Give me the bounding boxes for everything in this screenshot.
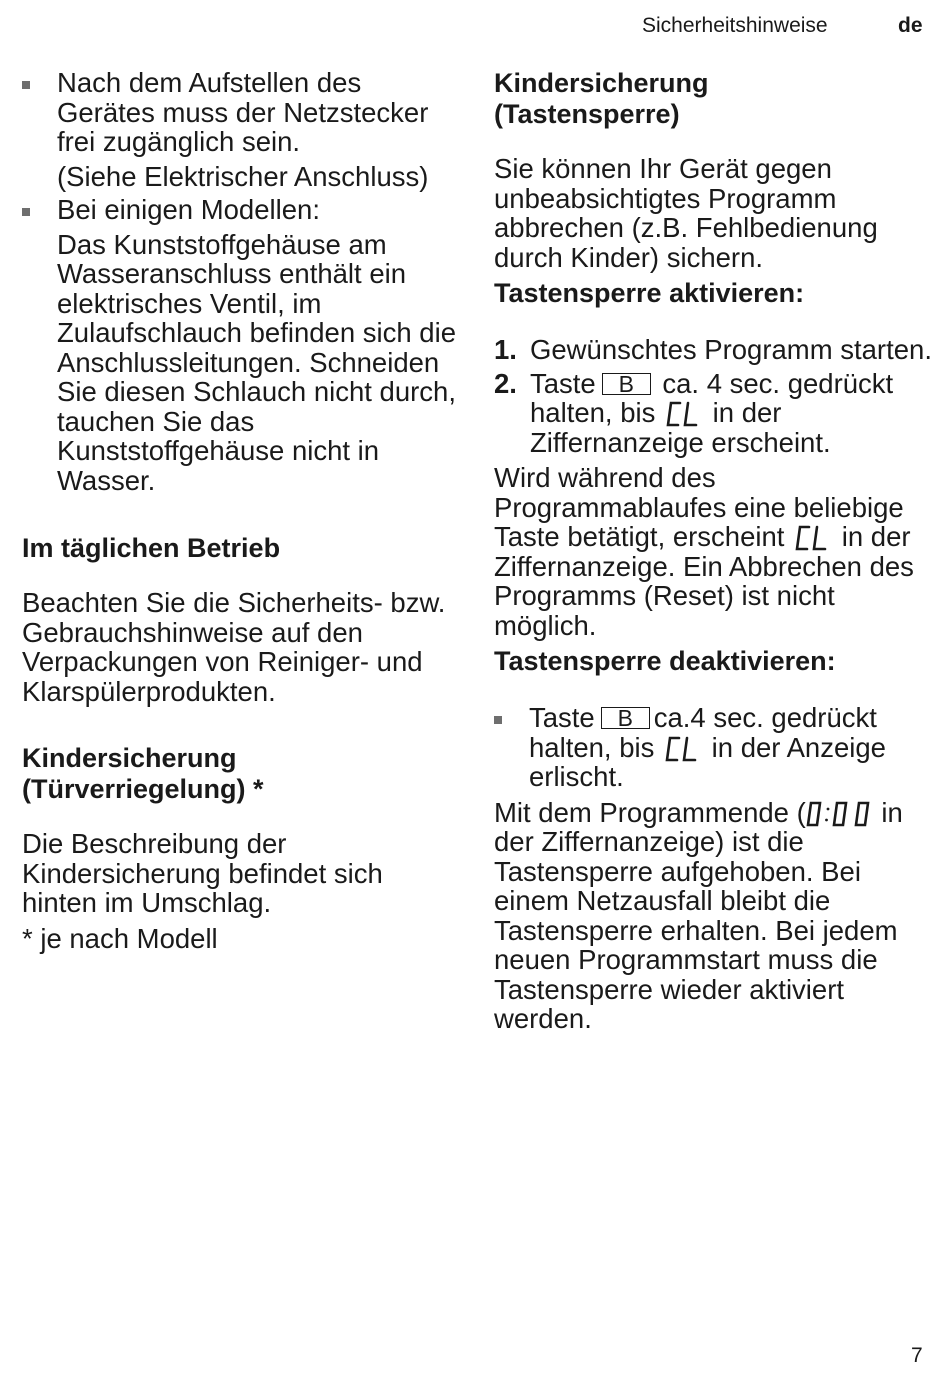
daily-operation-text: Beachten Sie die Sicherheits- bzw. Gebrauchshinweise auf den Verpackungen von Reiniger- und Klarspülerprodukten. <box>22 587 446 707</box>
square-bullet-icon <box>494 716 502 724</box>
left-column <box>22 68 462 953</box>
door-lock-text: Die Beschreibung der Kindersicherung befindet sich hinten im Umschlag. <box>22 828 383 918</box>
closing-text-pre: Mit dem Programmende ( <box>494 796 806 828</box>
cl-display-icon <box>665 736 701 762</box>
header-language-code: de <box>898 14 923 37</box>
page-number: 7 <box>911 1344 923 1367</box>
step-2 <box>494 369 934 458</box>
header-section-title: Sicherheitshinweise <box>642 14 828 37</box>
right-column <box>494 68 934 1034</box>
square-bullet-icon <box>22 208 30 216</box>
bullet-text: Bei einigen Modellen: <box>57 194 320 225</box>
key-lock-intro: Sie können Ihr Gerät gegen unbeabsichtigtes Programm abbrechen (z.B. Fehlbedienung durch Kinder) sichern. <box>494 153 878 273</box>
b-key-icon: B <box>601 707 650 729</box>
zero-display-icon <box>806 801 872 827</box>
bullet-text: Nach dem Aufstellen des Gerätes muss der Netzstecker frei zugänglich sein. <box>57 67 429 157</box>
step-text: in der Ziffernanzeige erscheint. <box>530 397 831 458</box>
cl-display-icon <box>795 525 831 551</box>
during-text-post: in der Ziffernanzeige. Ein Abbrechen des Programms (Reset) ist nicht möglich. <box>494 521 914 641</box>
heading-activate: Tastensperre aktivieren: <box>494 278 805 308</box>
heading-door-lock-line1: Kindersicherung <box>22 743 237 773</box>
bullet-item-deactivate <box>494 703 934 792</box>
step-text: ca. 4 sec. gedrückt halten, bis <box>530 367 894 428</box>
square-bullet-icon <box>22 81 30 89</box>
closing-text-post: in der Ziffernanzeige) ist die Tastensperre aufgehoben. Bei einem Netzausfall bleibt die Tastensperre erhalten. Bei jedem neuen Programmstart muss die Tastensperre wieder aktiviert werden. <box>494 796 903 1034</box>
deactivate-text: ca.4 sec. gedrückt halten, bis <box>529 702 877 763</box>
bullet-note: (Siehe Elektrischer Anschluss) <box>57 160 429 192</box>
bullet-item-power-plug <box>22 68 462 191</box>
step-1 <box>494 335 934 365</box>
model-footnote: * je nach Modell <box>22 922 218 954</box>
bullet-item-valve <box>22 195 462 495</box>
step-text: Taste <box>530 367 596 399</box>
heading-deactivate: Tastensperre deaktivieren: <box>494 646 836 676</box>
step-number: 2. <box>494 367 517 399</box>
heading-daily-operation: Im täglichen Betrieb <box>22 533 281 563</box>
during-text-pre: Wird während des Programmablaufes eine beliebige Taste betätigt, erscheint <box>494 462 904 552</box>
program-end-text <box>494 798 934 1034</box>
deactivate-text: in der Anzeige erlischt. <box>529 731 886 792</box>
cl-display-icon <box>666 401 702 427</box>
page-header <box>0 14 950 42</box>
heading-key-lock-line1: Kindersicherung <box>494 68 709 98</box>
deactivate-text: Taste <box>529 702 595 733</box>
during-program-text <box>494 463 934 640</box>
step-text: Gewünschtes Programm starten. <box>530 334 932 365</box>
heading-door-lock-line2: (Türverriegelung) * <box>22 774 264 804</box>
step-number: 1. <box>494 334 517 365</box>
heading-key-lock-line2: (Tastensperre) <box>494 99 680 129</box>
bullet-detail: Das Kunststoffgehäuse am Wasseranschluss enthält ein elektrisches Ventil, im Zulaufschlauch befinden sich die Anschlussleitungen. Schneiden Sie diesen Schlauch nicht durch, tauchen Sie das Kunststoffgehäuse nicht in Wasser. <box>57 228 457 496</box>
b-key-icon: B <box>602 373 651 395</box>
